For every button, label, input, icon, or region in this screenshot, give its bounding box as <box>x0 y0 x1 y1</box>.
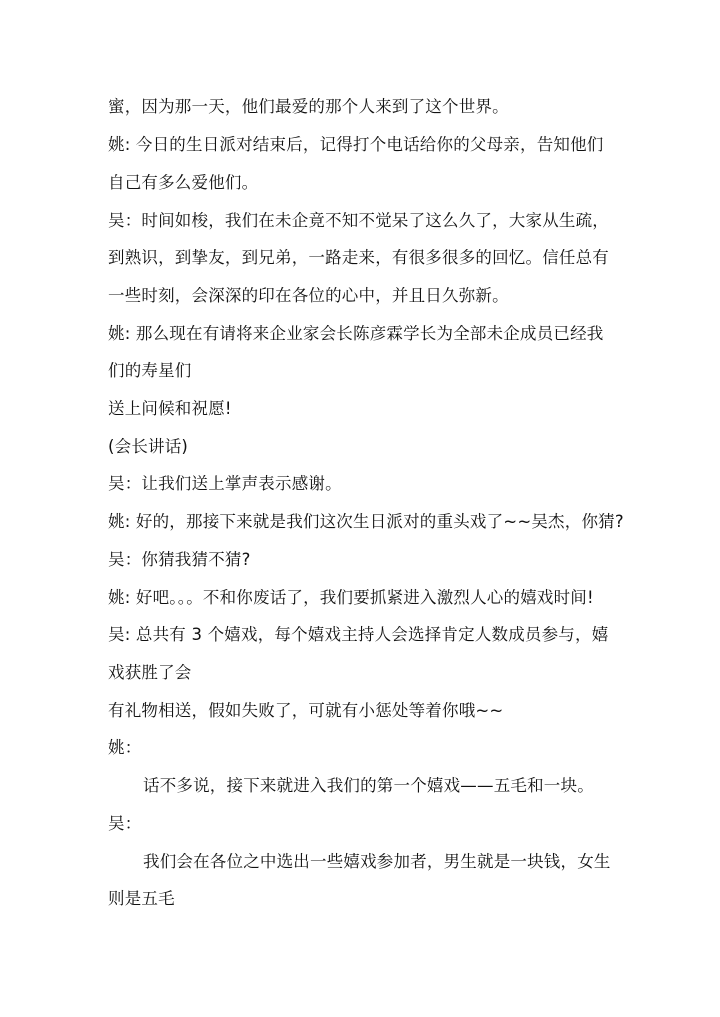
text-line: 吴：让我们送上掌声表示感谢。 <box>108 474 342 493</box>
speaker-label: 吴： <box>108 814 142 833</box>
text-line: 们的寿星们 <box>108 361 192 380</box>
text-line: 姚: 好吧。。。不和你废话了，我们要抓紧进入激烈人心的嬉戏时间! <box>108 588 594 607</box>
text-line: 送上问候和祝愿! <box>108 399 232 418</box>
text-line: 姚: 好的，那接下来就是我们这次生日派对的重头戏了~~吴杰，你猜? <box>108 512 624 531</box>
text-line: 姚: 今日的生日派对结束后，记得打个电话给你的父母亲，告知他们 <box>108 135 604 154</box>
text-line: 我们会在各位之中选出一些嬉戏参加者，男生就是一块钱，女生 <box>143 852 611 871</box>
text-line: 吴：你猜我猜不猜? <box>108 550 251 569</box>
text-line: 吴: 总共有 3 个嬉戏，每个嬉戏主持人会选择肯定人数成员参与，嬉 <box>108 625 609 644</box>
text-line: 则是五毛 <box>108 889 175 908</box>
speaker-label: 姚： <box>108 738 142 757</box>
text-line: (会长讲话) <box>108 437 189 456</box>
text-line: 蜜，因为那一天，他们最爱的那个人来到了这个世界。 <box>108 97 509 116</box>
text-line: 自己有多么爱他们。 <box>108 173 259 192</box>
text-line: 有礼物相送，假如失败了，可就有小惩处等着你哦~~ <box>108 701 504 720</box>
text-line: 到熟识，到挚友，到兄弟，一路走来，有很多很多的回忆。信任总有 <box>108 248 609 267</box>
text-line: 戏获胜了会 <box>108 663 192 682</box>
text-line: 姚: 那么现在有请将来企业家会长陈彦霖学长为全部未企成员已经我 <box>108 324 604 343</box>
text-line: 吴：时间如梭，我们在未企竟不知不觉呆了这么久了，大家从生疏， <box>108 211 609 230</box>
text-line: 一些时刻，会深深的印在各位的心中，并且日久弥新。 <box>108 286 509 305</box>
text-line: 话不多说，接下来就进入我们的第一个嬉戏——五毛和一块。 <box>143 776 594 795</box>
